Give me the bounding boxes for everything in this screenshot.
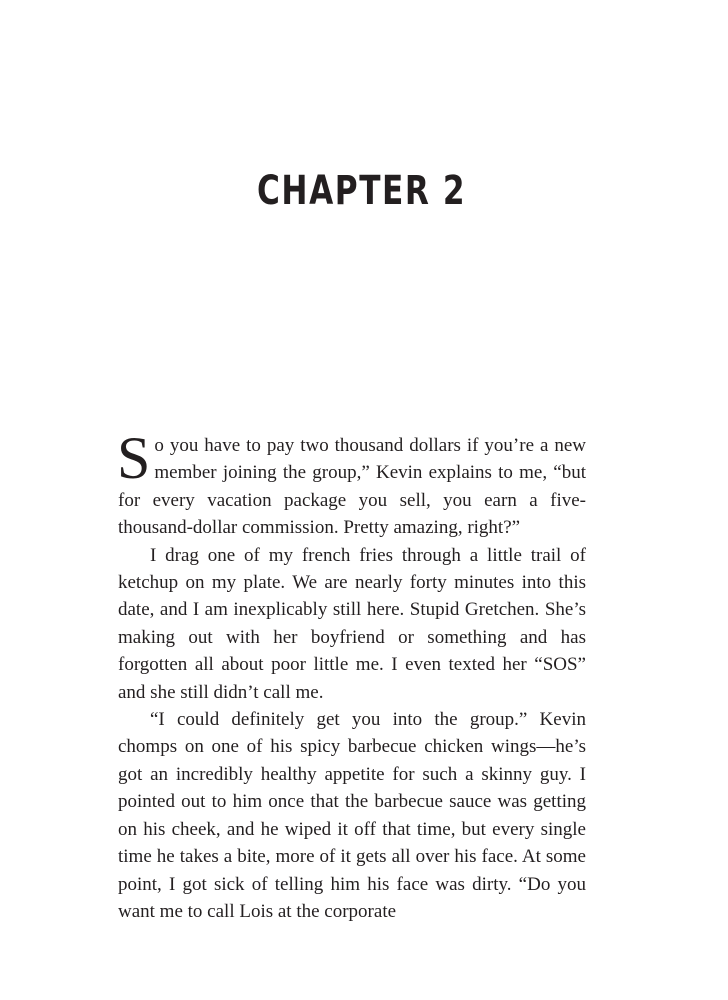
- paragraph-2: I drag one of my french fries through a little trail of ketchup on my plate. We are nearly forty minutes into this date, and I am inexplicably still here. Stupid Gretchen. She’s making out with her boyfriend or something and has forgotten all about poor little me. I even texted her “SOS” and she still didn’t call me.: [118, 544, 586, 703]
- paragraph-1-text: o you have to pay two thousand dollars if you’re a new member joining the group,” Kevin explains to me, “but for every vacation package you sell, you earn a five-thousand-dollar commission. Pretty amazing, right?”: [118, 435, 586, 539]
- chapter-body: [117, 425, 586, 925]
- chapter-title: CHAPTER 2: [256, 168, 467, 214]
- paragraph-1: [117, 425, 586, 542]
- paragraph-3: “I could definitely get you into the group.” Kevin chomps on one of his spicy barbecue chicken wings—he’s got an incredibly healthy appetite for such a skinny guy. I pointed out to him once that the barbecue sauce was getting on his cheek, and he wiped it off that time, but every single time he takes a bite, more of it gets all over his face. At some point, I got sick of telling him his face was dirty. “Do you want me to call Lois at the corporate: [118, 709, 586, 922]
- drop-cap: S: [117, 425, 151, 491]
